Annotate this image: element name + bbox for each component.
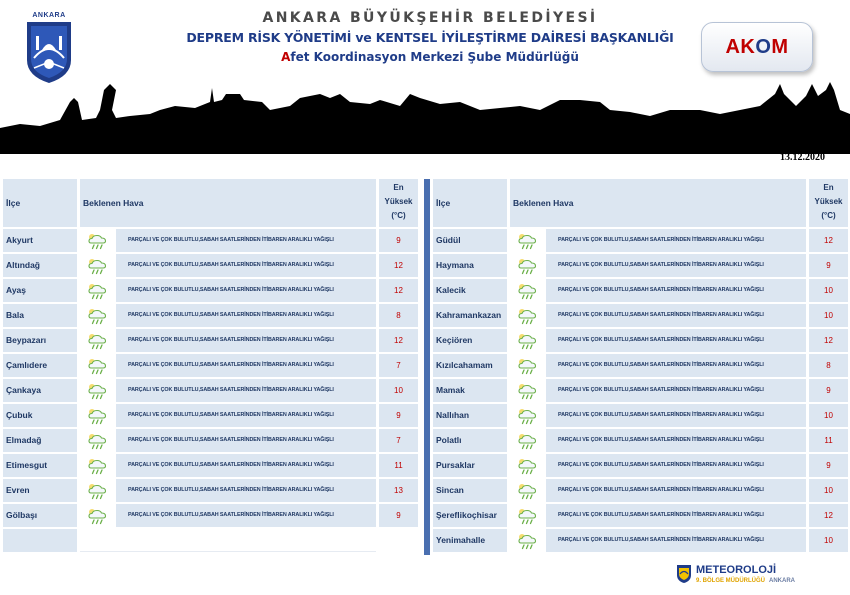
municipality-title: ANKARA BÜYÜKŞEHİR BELEDİYESİ — [262, 10, 598, 26]
right-table-body — [433, 229, 848, 554]
max-temperature: 7 — [379, 429, 418, 452]
left-forecast-table — [3, 179, 421, 554]
akom-logo-ak: AK — [725, 36, 756, 58]
weather-icon-cell — [80, 229, 116, 252]
partly-cloudy-rain-icon — [516, 331, 542, 350]
partly-cloudy-rain-icon — [86, 381, 112, 400]
column-header-en: En — [393, 183, 404, 192]
max-temperature: 10 — [809, 304, 848, 327]
forecast-description: PARÇALI VE ÇOK BULUTLU,SABAH SAATLERİNDEN İTİBAREN ARALIKLI YAĞIŞLI — [116, 479, 376, 502]
weather-icon-cell — [510, 229, 546, 252]
weather-icon-cell — [510, 329, 546, 352]
weather-icon-cell — [80, 254, 116, 277]
forecast-description: PARÇALI VE ÇOK BULUTLU,SABAH SAATLERİNDEN İTİBAREN ARALIKLI YAĞIŞLI — [546, 354, 806, 377]
max-temperature: 9 — [379, 229, 418, 252]
table-row — [433, 479, 848, 504]
table-row — [3, 279, 421, 304]
forecast-description: PARÇALI VE ÇOK BULUTLU,SABAH SAATLERİNDEN İTİBAREN ARALIKLI YAĞIŞLI — [116, 404, 376, 427]
weather-icon-cell — [80, 304, 116, 327]
district-name: Elmadağ — [3, 429, 77, 452]
weather-icon-cell — [510, 529, 546, 552]
max-temperature: 10 — [809, 404, 848, 427]
district-name: Sincan — [433, 479, 507, 502]
forecast-description: PARÇALI VE ÇOK BULUTLU,SABAH SAATLERİNDEN İTİBAREN ARALIKLI YAĞIŞLI — [116, 229, 376, 252]
forecast-description: PARÇALI VE ÇOK BULUTLU,SABAH SAATLERİNDEN İTİBAREN ARALIKLI YAĞIŞLI — [546, 429, 806, 452]
branch-title-rest: fet Koordinasyon Merkezi Şube Müdürlüğü — [290, 50, 579, 64]
header-titles — [150, 8, 710, 66]
district-name: Kızılcahamam — [433, 354, 507, 377]
district-name: Pursaklar — [433, 454, 507, 477]
partly-cloudy-rain-icon — [86, 256, 112, 275]
partly-cloudy-rain-icon — [86, 281, 112, 300]
forecast-description: PARÇALI VE ÇOK BULUTLU,SABAH SAATLERİNDEN İTİBAREN ARALIKLI YAĞIŞLI — [546, 504, 806, 527]
max-temperature: 11 — [379, 454, 418, 477]
column-header-ilce: İlçe — [3, 179, 77, 227]
forecast-description: PARÇALI VE ÇOK BULUTLU,SABAH SAATLERİNDEN İTİBAREN ARALIKLI YAĞIŞLI — [116, 504, 376, 527]
partly-cloudy-rain-icon — [516, 456, 542, 475]
max-temperature: 8 — [809, 354, 848, 377]
column-header-en-yuksek — [379, 179, 418, 227]
partly-cloudy-rain-icon — [516, 506, 542, 525]
column-header-beklenen-hava: Beklenen Hava — [510, 179, 806, 227]
max-temperature: 12 — [809, 504, 848, 527]
forecast-description: PARÇALI VE ÇOK BULUTLU,SABAH SAATLERİNDEN İTİBAREN ARALIKLI YAĞIŞLI — [116, 279, 376, 302]
right-forecast-table — [433, 179, 848, 554]
forecast-description: PARÇALI VE ÇOK BULUTLU,SABAH SAATLERİNDEN İTİBAREN ARALIKLI YAĞIŞLI — [546, 329, 806, 352]
table-row — [3, 404, 421, 429]
forecast-description: PARÇALI VE ÇOK BULUTLU,SABAH SAATLERİNDEN İTİBAREN ARALIKLI YAĞIŞLI — [116, 379, 376, 402]
district-name: Yenimahalle — [433, 529, 507, 552]
district-name: Altındağ — [3, 254, 77, 277]
column-header-ilce: İlçe — [433, 179, 507, 227]
akom-logo — [701, 22, 813, 72]
partly-cloudy-rain-icon — [516, 356, 542, 375]
max-temperature: 10 — [809, 479, 848, 502]
forecast-description: PARÇALI VE ÇOK BULUTLU,SABAH SAATLERİNDEN İTİBAREN ARALIKLI YAĞIŞLI — [116, 304, 376, 327]
partly-cloudy-rain-icon — [516, 431, 542, 450]
max-temperature: 10 — [809, 279, 848, 302]
max-temperature: 12 — [809, 329, 848, 352]
forecast-description: PARÇALI VE ÇOK BULUTLU,SABAH SAATLERİNDEN İTİBAREN ARALIKLI YAĞIŞLI — [116, 329, 376, 352]
partly-cloudy-rain-icon — [86, 331, 112, 350]
meteoroloji-bolge: 9. BÖLGE MÜDÜRLÜĞÜ — [696, 578, 765, 584]
left-table-body — [3, 229, 421, 554]
meteoroloji-subtitle — [696, 578, 795, 584]
district-name: Nallıhan — [433, 404, 507, 427]
weather-icon-cell — [80, 504, 116, 527]
district-name: Çubuk — [3, 404, 77, 427]
column-header-unit: (°C) — [821, 211, 836, 220]
max-temperature: 9 — [809, 254, 848, 277]
forecast-description: PARÇALI VE ÇOK BULUTLU,SABAH SAATLERİNDEN İTİBAREN ARALIKLI YAĞIŞLI — [546, 404, 806, 427]
report-date: 13.12.2020 — [780, 152, 825, 163]
weather-icon-cell — [510, 379, 546, 402]
max-temperature: 9 — [379, 404, 418, 427]
max-temperature: 9 — [809, 379, 848, 402]
weather-icon-cell — [510, 354, 546, 377]
weather-icon-cell — [510, 254, 546, 277]
table-row — [433, 279, 848, 304]
partly-cloudy-rain-icon — [516, 256, 542, 275]
partly-cloudy-rain-icon — [86, 506, 112, 525]
max-temperature: 11 — [809, 429, 848, 452]
table-header — [433, 179, 848, 229]
max-temperature: 7 — [379, 354, 418, 377]
meteoroloji-emblem-icon — [676, 564, 692, 584]
department-title: DEPREM RİSK YÖNETİMİ ve KENTSEL İYİLEŞTİRME DAİRESİ BAŞKANLIĞI — [186, 30, 674, 45]
table-row — [3, 304, 421, 329]
district-name: Beypazarı — [3, 329, 77, 352]
max-temperature: 12 — [379, 279, 418, 302]
empty-row — [3, 529, 421, 554]
table-row — [433, 454, 848, 479]
branch-title — [150, 48, 710, 66]
forecast-description: PARÇALI VE ÇOK BULUTLU,SABAH SAATLERİNDEN İTİBAREN ARALIKLI YAĞIŞLI — [116, 354, 376, 377]
partly-cloudy-rain-icon — [516, 231, 542, 250]
district-name: Kahramankazan — [433, 304, 507, 327]
table-row — [433, 404, 848, 429]
forecast-description: PARÇALI VE ÇOK BULUTLU,SABAH SAATLERİNDEN İTİBAREN ARALIKLI YAĞIŞLI — [546, 254, 806, 277]
district-name: Polatlı — [433, 429, 507, 452]
district-name: Mamak — [433, 379, 507, 402]
meteoroloji-city: ANKARA — [769, 578, 795, 584]
table-divider — [424, 179, 430, 555]
column-header-yuksek: Yüksek — [814, 197, 843, 206]
partly-cloudy-rain-icon — [516, 481, 542, 500]
weather-icon-cell — [510, 479, 546, 502]
table-row — [3, 329, 421, 354]
weather-icon-cell — [80, 379, 116, 402]
table-row — [3, 379, 421, 404]
partly-cloudy-rain-icon — [86, 406, 112, 425]
partly-cloudy-rain-icon — [516, 531, 542, 550]
max-temperature: 10 — [809, 529, 848, 552]
weather-icon-cell — [80, 479, 116, 502]
district-name: Evren — [3, 479, 77, 502]
partly-cloudy-rain-icon — [516, 406, 542, 425]
ankara-skyline-icon — [0, 80, 850, 154]
logo-text: ANKARA — [32, 12, 66, 19]
empty-cell — [3, 529, 77, 552]
weather-icon-cell — [80, 354, 116, 377]
table-row — [3, 504, 421, 529]
table-row — [433, 379, 848, 404]
table-row — [433, 504, 848, 529]
district-name: Çankaya — [3, 379, 77, 402]
empty-cells — [3, 529, 376, 552]
partly-cloudy-rain-icon — [86, 231, 112, 250]
forecast-description: PARÇALI VE ÇOK BULUTLU,SABAH SAATLERİNDEN İTİBAREN ARALIKLI YAĞIŞLI — [546, 229, 806, 252]
column-header-en: En — [823, 183, 834, 192]
partly-cloudy-rain-icon — [86, 306, 112, 325]
forecast-description: PARÇALI VE ÇOK BULUTLU,SABAH SAATLERİNDEN İTİBAREN ARALIKLI YAĞIŞLI — [546, 479, 806, 502]
weather-icon-cell — [510, 429, 546, 452]
table-row — [3, 354, 421, 379]
max-temperature: 13 — [379, 479, 418, 502]
max-temperature: 10 — [379, 379, 418, 402]
partly-cloudy-rain-icon — [516, 306, 542, 325]
table-row — [3, 429, 421, 454]
district-name: Çamlıdere — [3, 354, 77, 377]
weather-icon-cell — [510, 404, 546, 427]
partly-cloudy-rain-icon — [516, 381, 542, 400]
forecast-description: PARÇALI VE ÇOK BULUTLU,SABAH SAATLERİNDEN İTİBAREN ARALIKLI YAĞIŞLI — [116, 429, 376, 452]
district-name: Ayaş — [3, 279, 77, 302]
branch-title-initial: A — [281, 50, 291, 64]
weather-icon-cell — [510, 304, 546, 327]
partly-cloudy-rain-icon — [86, 356, 112, 375]
weather-icon-cell — [510, 504, 546, 527]
district-name: Keçiören — [433, 329, 507, 352]
district-name: Güdül — [433, 229, 507, 252]
empty-cell — [80, 529, 376, 552]
column-header-beklenen-hava: Beklenen Hava — [80, 179, 376, 227]
weather-icon-cell — [80, 404, 116, 427]
weather-icon-cell — [510, 279, 546, 302]
partly-cloudy-rain-icon — [86, 481, 112, 500]
table-header — [3, 179, 421, 229]
district-name: Kalecik — [433, 279, 507, 302]
meteoroloji-logo — [676, 562, 826, 588]
partly-cloudy-rain-icon — [86, 431, 112, 450]
table-row — [433, 529, 848, 554]
max-temperature: 12 — [379, 254, 418, 277]
table-row — [433, 229, 848, 254]
column-header-unit: (°C) — [391, 211, 406, 220]
district-name: Bala — [3, 304, 77, 327]
max-temperature: 8 — [379, 304, 418, 327]
district-name: Haymana — [433, 254, 507, 277]
max-temperature: 9 — [379, 504, 418, 527]
forecast-description: PARÇALI VE ÇOK BULUTLU,SABAH SAATLERİNDEN İTİBAREN ARALIKLI YAĞIŞLI — [546, 454, 806, 477]
max-temperature: 12 — [379, 329, 418, 352]
district-name: Şereflikoçhisar — [433, 504, 507, 527]
akom-logo-m: M — [771, 36, 789, 58]
weather-icon-cell — [80, 454, 116, 477]
max-temperature: 9 — [809, 454, 848, 477]
ankara-logo — [24, 12, 74, 84]
table-row — [433, 304, 848, 329]
forecast-description: PARÇALI VE ÇOK BULUTLU,SABAH SAATLERİNDEN İTİBAREN ARALIKLI YAĞIŞLI — [546, 379, 806, 402]
forecast-description: PARÇALI VE ÇOK BULUTLU,SABAH SAATLERİNDEN İTİBAREN ARALIKLI YAĞIŞLI — [116, 454, 376, 477]
partly-cloudy-rain-icon — [516, 281, 542, 300]
table-row — [433, 329, 848, 354]
weather-icon-cell — [80, 279, 116, 302]
akom-logo-o: O — [755, 36, 772, 58]
table-row — [433, 354, 848, 379]
forecast-description: PARÇALI VE ÇOK BULUTLU,SABAH SAATLERİNDEN İTİBAREN ARALIKLI YAĞIŞLI — [546, 529, 806, 552]
district-name: Akyurt — [3, 229, 77, 252]
district-name: Gölbaşı — [3, 504, 77, 527]
forecast-description: PARÇALI VE ÇOK BULUTLU,SABAH SAATLERİNDEN İTİBAREN ARALIKLI YAĞIŞLI — [116, 254, 376, 277]
forecast-description: PARÇALI VE ÇOK BULUTLU,SABAH SAATLERİNDEN İTİBAREN ARALIKLI YAĞIŞLI — [546, 304, 806, 327]
column-header-yuksek: Yüksek — [384, 197, 413, 206]
partly-cloudy-rain-icon — [86, 456, 112, 475]
weather-icon-cell — [80, 329, 116, 352]
table-row — [3, 254, 421, 279]
table-row — [3, 479, 421, 504]
table-row — [433, 254, 848, 279]
max-temperature: 12 — [809, 229, 848, 252]
meteoroloji-title: METEOROLOJİ — [696, 564, 777, 576]
table-row — [3, 454, 421, 479]
weather-icon-cell — [80, 429, 116, 452]
table-row — [3, 229, 421, 254]
column-header-en-yuksek — [809, 179, 848, 227]
ankara-emblem-icon — [24, 20, 74, 84]
table-row — [433, 429, 848, 454]
weather-icon-cell — [510, 454, 546, 477]
district-name: Etimesgut — [3, 454, 77, 477]
forecast-description: PARÇALI VE ÇOK BULUTLU,SABAH SAATLERİNDEN İTİBAREN ARALIKLI YAĞIŞLI — [546, 279, 806, 302]
